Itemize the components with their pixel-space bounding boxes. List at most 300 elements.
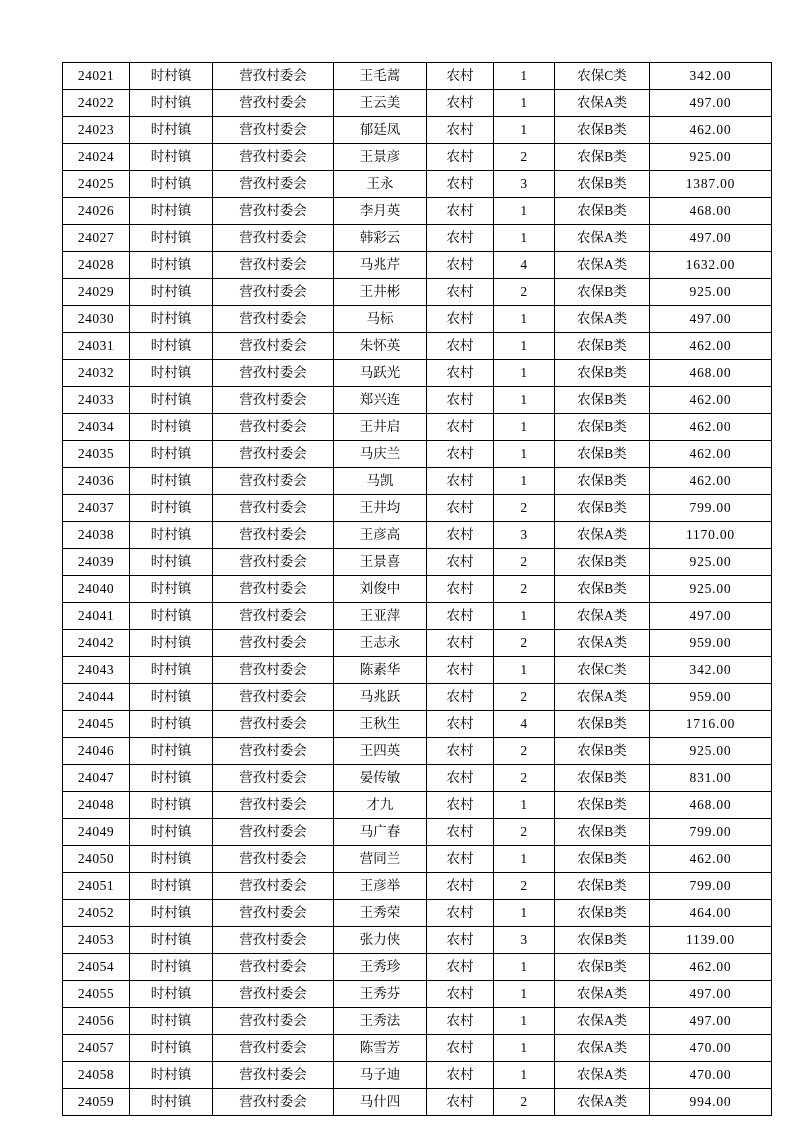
cell-village: 营孜村委会 bbox=[213, 225, 334, 252]
cell-category: 农保B类 bbox=[555, 171, 650, 198]
cell-household-type: 农村 bbox=[427, 630, 494, 657]
cell-id: 24056 bbox=[63, 1008, 130, 1035]
cell-category: 农保B类 bbox=[555, 954, 650, 981]
cell-persons: 1 bbox=[494, 306, 555, 333]
cell-household-type: 农村 bbox=[427, 900, 494, 927]
cell-household-type: 农村 bbox=[427, 927, 494, 954]
cell-name: 马跃光 bbox=[334, 360, 427, 387]
cell-category: 农保C类 bbox=[555, 657, 650, 684]
cell-name: 王永 bbox=[334, 171, 427, 198]
table-row bbox=[63, 549, 772, 576]
cell-name: 王秀荣 bbox=[334, 900, 427, 927]
cell-village: 营孜村委会 bbox=[213, 630, 334, 657]
cell-persons: 2 bbox=[494, 549, 555, 576]
cell-id: 24058 bbox=[63, 1062, 130, 1089]
cell-name: 王景喜 bbox=[334, 549, 427, 576]
cell-amount: 925.00 bbox=[650, 738, 772, 765]
table-row bbox=[63, 711, 772, 738]
cell-name: 郑兴连 bbox=[334, 387, 427, 414]
cell-town: 时村镇 bbox=[130, 360, 213, 387]
cell-amount: 462.00 bbox=[650, 441, 772, 468]
cell-town: 时村镇 bbox=[130, 819, 213, 846]
cell-town: 时村镇 bbox=[130, 198, 213, 225]
cell-id: 24027 bbox=[63, 225, 130, 252]
cell-household-type: 农村 bbox=[427, 198, 494, 225]
cell-town: 时村镇 bbox=[130, 306, 213, 333]
table-row bbox=[63, 441, 772, 468]
cell-name: 王云美 bbox=[334, 90, 427, 117]
cell-name: 马广春 bbox=[334, 819, 427, 846]
cell-amount: 799.00 bbox=[650, 819, 772, 846]
cell-town: 时村镇 bbox=[130, 630, 213, 657]
cell-village: 营孜村委会 bbox=[213, 171, 334, 198]
cell-persons: 1 bbox=[494, 792, 555, 819]
cell-category: 农保B类 bbox=[555, 738, 650, 765]
cell-name: 王秀珍 bbox=[334, 954, 427, 981]
table-row bbox=[63, 792, 772, 819]
cell-household-type: 农村 bbox=[427, 387, 494, 414]
cell-amount: 1387.00 bbox=[650, 171, 772, 198]
cell-town: 时村镇 bbox=[130, 765, 213, 792]
cell-amount: 799.00 bbox=[650, 873, 772, 900]
cell-name: 马子迪 bbox=[334, 1062, 427, 1089]
cell-name: 王井启 bbox=[334, 414, 427, 441]
cell-household-type: 农村 bbox=[427, 360, 494, 387]
cell-id: 24021 bbox=[63, 63, 130, 90]
table-row bbox=[63, 414, 772, 441]
beneficiary-table bbox=[62, 62, 772, 1116]
cell-village: 营孜村委会 bbox=[213, 900, 334, 927]
cell-amount: 1170.00 bbox=[650, 522, 772, 549]
cell-household-type: 农村 bbox=[427, 171, 494, 198]
cell-household-type: 农村 bbox=[427, 441, 494, 468]
cell-village: 营孜村委会 bbox=[213, 252, 334, 279]
cell-household-type: 农村 bbox=[427, 603, 494, 630]
cell-amount: 470.00 bbox=[650, 1035, 772, 1062]
cell-id: 24055 bbox=[63, 981, 130, 1008]
cell-id: 24032 bbox=[63, 360, 130, 387]
table-row bbox=[63, 981, 772, 1008]
cell-id: 24052 bbox=[63, 900, 130, 927]
table-row bbox=[63, 1062, 772, 1089]
cell-town: 时村镇 bbox=[130, 90, 213, 117]
table-row bbox=[63, 954, 772, 981]
cell-category: 农保B类 bbox=[555, 117, 650, 144]
cell-village: 营孜村委会 bbox=[213, 792, 334, 819]
cell-persons: 2 bbox=[494, 144, 555, 171]
cell-name: 王井均 bbox=[334, 495, 427, 522]
cell-name: 王彦举 bbox=[334, 873, 427, 900]
cell-village: 营孜村委会 bbox=[213, 954, 334, 981]
cell-name: 陈素华 bbox=[334, 657, 427, 684]
cell-village: 营孜村委会 bbox=[213, 711, 334, 738]
cell-town: 时村镇 bbox=[130, 252, 213, 279]
cell-id: 24026 bbox=[63, 198, 130, 225]
cell-persons: 2 bbox=[494, 1089, 555, 1116]
cell-category: 农保B类 bbox=[555, 360, 650, 387]
cell-household-type: 农村 bbox=[427, 1008, 494, 1035]
cell-name: 陈雪芳 bbox=[334, 1035, 427, 1062]
cell-amount: 799.00 bbox=[650, 495, 772, 522]
table-row bbox=[63, 63, 772, 90]
cell-town: 时村镇 bbox=[130, 1008, 213, 1035]
cell-town: 时村镇 bbox=[130, 279, 213, 306]
cell-town: 时村镇 bbox=[130, 711, 213, 738]
cell-amount: 462.00 bbox=[650, 468, 772, 495]
cell-id: 24036 bbox=[63, 468, 130, 495]
table-row bbox=[63, 387, 772, 414]
cell-village: 营孜村委会 bbox=[213, 360, 334, 387]
cell-village: 营孜村委会 bbox=[213, 1035, 334, 1062]
cell-name: 郁廷凤 bbox=[334, 117, 427, 144]
cell-town: 时村镇 bbox=[130, 63, 213, 90]
cell-category: 农保A类 bbox=[555, 630, 650, 657]
cell-town: 时村镇 bbox=[130, 441, 213, 468]
cell-id: 24041 bbox=[63, 603, 130, 630]
cell-name: 马兆跃 bbox=[334, 684, 427, 711]
table-row bbox=[63, 171, 772, 198]
cell-household-type: 农村 bbox=[427, 981, 494, 1008]
table-row bbox=[63, 279, 772, 306]
cell-name: 王亚萍 bbox=[334, 603, 427, 630]
cell-household-type: 农村 bbox=[427, 1035, 494, 1062]
cell-amount: 462.00 bbox=[650, 333, 772, 360]
cell-household-type: 农村 bbox=[427, 144, 494, 171]
cell-amount: 462.00 bbox=[650, 387, 772, 414]
cell-id: 24053 bbox=[63, 927, 130, 954]
cell-name: 王秀芬 bbox=[334, 981, 427, 1008]
table-row bbox=[63, 144, 772, 171]
cell-household-type: 农村 bbox=[427, 657, 494, 684]
table-row bbox=[63, 360, 772, 387]
cell-category: 农保B类 bbox=[555, 765, 650, 792]
cell-id: 24034 bbox=[63, 414, 130, 441]
cell-category: 农保B类 bbox=[555, 441, 650, 468]
table-row bbox=[63, 90, 772, 117]
cell-town: 时村镇 bbox=[130, 549, 213, 576]
cell-town: 时村镇 bbox=[130, 846, 213, 873]
cell-town: 时村镇 bbox=[130, 981, 213, 1008]
cell-amount: 468.00 bbox=[650, 198, 772, 225]
cell-persons: 1 bbox=[494, 846, 555, 873]
cell-persons: 1 bbox=[494, 1062, 555, 1089]
cell-household-type: 农村 bbox=[427, 495, 494, 522]
cell-category: 农保A类 bbox=[555, 522, 650, 549]
cell-amount: 1716.00 bbox=[650, 711, 772, 738]
cell-name: 马兆芹 bbox=[334, 252, 427, 279]
cell-category: 农保B类 bbox=[555, 927, 650, 954]
cell-persons: 3 bbox=[494, 927, 555, 954]
cell-household-type: 农村 bbox=[427, 90, 494, 117]
cell-village: 营孜村委会 bbox=[213, 1089, 334, 1116]
cell-household-type: 农村 bbox=[427, 252, 494, 279]
cell-household-type: 农村 bbox=[427, 765, 494, 792]
cell-category: 农保B类 bbox=[555, 873, 650, 900]
cell-name: 王井彬 bbox=[334, 279, 427, 306]
cell-category: 农保A类 bbox=[555, 684, 650, 711]
cell-household-type: 农村 bbox=[427, 738, 494, 765]
cell-name: 马庆兰 bbox=[334, 441, 427, 468]
cell-category: 农保A类 bbox=[555, 1062, 650, 1089]
cell-name: 马什四 bbox=[334, 1089, 427, 1116]
cell-town: 时村镇 bbox=[130, 603, 213, 630]
cell-town: 时村镇 bbox=[130, 468, 213, 495]
cell-village: 营孜村委会 bbox=[213, 63, 334, 90]
cell-category: 农保B类 bbox=[555, 711, 650, 738]
cell-household-type: 农村 bbox=[427, 522, 494, 549]
cell-category: 农保A类 bbox=[555, 1089, 650, 1116]
cell-persons: 2 bbox=[494, 765, 555, 792]
cell-category: 农保B类 bbox=[555, 792, 650, 819]
cell-persons: 1 bbox=[494, 441, 555, 468]
cell-id: 24028 bbox=[63, 252, 130, 279]
cell-town: 时村镇 bbox=[130, 792, 213, 819]
cell-category: 农保B类 bbox=[555, 198, 650, 225]
cell-town: 时村镇 bbox=[130, 387, 213, 414]
cell-name: 王四英 bbox=[334, 738, 427, 765]
cell-village: 营孜村委会 bbox=[213, 927, 334, 954]
cell-village: 营孜村委会 bbox=[213, 549, 334, 576]
table-row bbox=[63, 630, 772, 657]
cell-persons: 2 bbox=[494, 873, 555, 900]
cell-household-type: 农村 bbox=[427, 1062, 494, 1089]
cell-amount: 925.00 bbox=[650, 279, 772, 306]
cell-id: 24047 bbox=[63, 765, 130, 792]
table-row bbox=[63, 873, 772, 900]
table-row bbox=[63, 1089, 772, 1116]
cell-id: 24059 bbox=[63, 1089, 130, 1116]
cell-town: 时村镇 bbox=[130, 144, 213, 171]
cell-amount: 468.00 bbox=[650, 360, 772, 387]
cell-category: 农保A类 bbox=[555, 306, 650, 333]
cell-id: 24048 bbox=[63, 792, 130, 819]
cell-id: 24035 bbox=[63, 441, 130, 468]
cell-category: 农保A类 bbox=[555, 1035, 650, 1062]
cell-village: 营孜村委会 bbox=[213, 306, 334, 333]
cell-town: 时村镇 bbox=[130, 738, 213, 765]
cell-name: 李月英 bbox=[334, 198, 427, 225]
cell-amount: 497.00 bbox=[650, 306, 772, 333]
cell-amount: 462.00 bbox=[650, 117, 772, 144]
cell-amount: 497.00 bbox=[650, 981, 772, 1008]
cell-household-type: 农村 bbox=[427, 819, 494, 846]
cell-village: 营孜村委会 bbox=[213, 468, 334, 495]
cell-amount: 925.00 bbox=[650, 549, 772, 576]
cell-persons: 1 bbox=[494, 198, 555, 225]
cell-id: 24050 bbox=[63, 846, 130, 873]
cell-name: 王毛蒿 bbox=[334, 63, 427, 90]
cell-persons: 2 bbox=[494, 279, 555, 306]
cell-village: 营孜村委会 bbox=[213, 819, 334, 846]
cell-name: 刘俊中 bbox=[334, 576, 427, 603]
cell-amount: 831.00 bbox=[650, 765, 772, 792]
cell-persons: 1 bbox=[494, 468, 555, 495]
cell-name: 王秋生 bbox=[334, 711, 427, 738]
cell-name: 晏传敏 bbox=[334, 765, 427, 792]
table-row bbox=[63, 225, 772, 252]
cell-town: 时村镇 bbox=[130, 1035, 213, 1062]
cell-id: 24024 bbox=[63, 144, 130, 171]
cell-town: 时村镇 bbox=[130, 873, 213, 900]
cell-persons: 1 bbox=[494, 1035, 555, 1062]
cell-village: 营孜村委会 bbox=[213, 279, 334, 306]
cell-id: 24049 bbox=[63, 819, 130, 846]
cell-village: 营孜村委会 bbox=[213, 198, 334, 225]
cell-amount: 925.00 bbox=[650, 576, 772, 603]
cell-category: 农保A类 bbox=[555, 252, 650, 279]
table-row bbox=[63, 333, 772, 360]
cell-category: 农保C类 bbox=[555, 63, 650, 90]
cell-name: 马标 bbox=[334, 306, 427, 333]
cell-persons: 3 bbox=[494, 171, 555, 198]
cell-amount: 464.00 bbox=[650, 900, 772, 927]
cell-persons: 3 bbox=[494, 522, 555, 549]
cell-id: 24046 bbox=[63, 738, 130, 765]
cell-town: 时村镇 bbox=[130, 576, 213, 603]
cell-household-type: 农村 bbox=[427, 117, 494, 144]
cell-id: 24037 bbox=[63, 495, 130, 522]
cell-id: 24051 bbox=[63, 873, 130, 900]
cell-village: 营孜村委会 bbox=[213, 657, 334, 684]
cell-household-type: 农村 bbox=[427, 225, 494, 252]
table-row bbox=[63, 495, 772, 522]
table-row bbox=[63, 522, 772, 549]
cell-persons: 1 bbox=[494, 387, 555, 414]
cell-persons: 1 bbox=[494, 1008, 555, 1035]
cell-household-type: 农村 bbox=[427, 873, 494, 900]
cell-amount: 925.00 bbox=[650, 144, 772, 171]
cell-name: 王景彦 bbox=[334, 144, 427, 171]
cell-town: 时村镇 bbox=[130, 1062, 213, 1089]
cell-village: 营孜村委会 bbox=[213, 333, 334, 360]
cell-id: 24057 bbox=[63, 1035, 130, 1062]
cell-town: 时村镇 bbox=[130, 333, 213, 360]
cell-household-type: 农村 bbox=[427, 711, 494, 738]
cell-household-type: 农村 bbox=[427, 846, 494, 873]
cell-village: 营孜村委会 bbox=[213, 846, 334, 873]
cell-household-type: 农村 bbox=[427, 549, 494, 576]
cell-town: 时村镇 bbox=[130, 522, 213, 549]
cell-town: 时村镇 bbox=[130, 1089, 213, 1116]
table-row bbox=[63, 1008, 772, 1035]
cell-persons: 1 bbox=[494, 954, 555, 981]
cell-village: 营孜村委会 bbox=[213, 522, 334, 549]
cell-category: 农保B类 bbox=[555, 846, 650, 873]
cell-village: 营孜村委会 bbox=[213, 765, 334, 792]
cell-persons: 2 bbox=[494, 630, 555, 657]
cell-id: 24033 bbox=[63, 387, 130, 414]
table-row bbox=[63, 306, 772, 333]
cell-amount: 959.00 bbox=[650, 630, 772, 657]
cell-id: 24022 bbox=[63, 90, 130, 117]
cell-town: 时村镇 bbox=[130, 684, 213, 711]
cell-town: 时村镇 bbox=[130, 954, 213, 981]
cell-persons: 2 bbox=[494, 819, 555, 846]
cell-town: 时村镇 bbox=[130, 171, 213, 198]
cell-category: 农保B类 bbox=[555, 549, 650, 576]
cell-town: 时村镇 bbox=[130, 900, 213, 927]
cell-id: 24044 bbox=[63, 684, 130, 711]
cell-category: 农保B类 bbox=[555, 468, 650, 495]
cell-amount: 462.00 bbox=[650, 414, 772, 441]
cell-category: 农保A类 bbox=[555, 603, 650, 630]
table-row bbox=[63, 603, 772, 630]
cell-amount: 470.00 bbox=[650, 1062, 772, 1089]
cell-village: 营孜村委会 bbox=[213, 981, 334, 1008]
cell-category: 农保B类 bbox=[555, 387, 650, 414]
cell-persons: 1 bbox=[494, 360, 555, 387]
cell-village: 营孜村委会 bbox=[213, 576, 334, 603]
cell-amount: 1139.00 bbox=[650, 927, 772, 954]
cell-village: 营孜村委会 bbox=[213, 90, 334, 117]
cell-persons: 1 bbox=[494, 900, 555, 927]
cell-persons: 1 bbox=[494, 117, 555, 144]
cell-town: 时村镇 bbox=[130, 495, 213, 522]
cell-village: 营孜村委会 bbox=[213, 144, 334, 171]
table-row bbox=[63, 576, 772, 603]
cell-persons: 4 bbox=[494, 711, 555, 738]
cell-persons: 1 bbox=[494, 90, 555, 117]
cell-name: 王彦高 bbox=[334, 522, 427, 549]
table-row bbox=[63, 657, 772, 684]
table-row bbox=[63, 468, 772, 495]
cell-id: 24040 bbox=[63, 576, 130, 603]
cell-category: 农保B类 bbox=[555, 819, 650, 846]
table-row bbox=[63, 198, 772, 225]
cell-id: 24023 bbox=[63, 117, 130, 144]
table-row bbox=[63, 846, 772, 873]
cell-town: 时村镇 bbox=[130, 117, 213, 144]
cell-id: 24045 bbox=[63, 711, 130, 738]
cell-persons: 2 bbox=[494, 684, 555, 711]
cell-persons: 1 bbox=[494, 333, 555, 360]
cell-name: 朱怀英 bbox=[334, 333, 427, 360]
cell-name: 王志永 bbox=[334, 630, 427, 657]
cell-id: 24030 bbox=[63, 306, 130, 333]
cell-category: 农保B类 bbox=[555, 144, 650, 171]
cell-amount: 342.00 bbox=[650, 63, 772, 90]
cell-household-type: 农村 bbox=[427, 279, 494, 306]
table-row bbox=[63, 684, 772, 711]
cell-household-type: 农村 bbox=[427, 684, 494, 711]
cell-persons: 1 bbox=[494, 981, 555, 1008]
cell-id: 24039 bbox=[63, 549, 130, 576]
table-row bbox=[63, 927, 772, 954]
cell-category: 农保B类 bbox=[555, 279, 650, 306]
cell-town: 时村镇 bbox=[130, 657, 213, 684]
cell-category: 农保A类 bbox=[555, 981, 650, 1008]
table-row bbox=[63, 1035, 772, 1062]
cell-household-type: 农村 bbox=[427, 306, 494, 333]
cell-persons: 1 bbox=[494, 225, 555, 252]
cell-village: 营孜村委会 bbox=[213, 441, 334, 468]
cell-village: 营孜村委会 bbox=[213, 387, 334, 414]
cell-id: 24054 bbox=[63, 954, 130, 981]
cell-persons: 1 bbox=[494, 657, 555, 684]
cell-amount: 497.00 bbox=[650, 603, 772, 630]
cell-category: 农保B类 bbox=[555, 576, 650, 603]
cell-village: 营孜村委会 bbox=[213, 873, 334, 900]
cell-id: 24042 bbox=[63, 630, 130, 657]
cell-village: 营孜村委会 bbox=[213, 1062, 334, 1089]
cell-household-type: 农村 bbox=[427, 954, 494, 981]
cell-category: 农保B类 bbox=[555, 900, 650, 927]
cell-amount: 468.00 bbox=[650, 792, 772, 819]
cell-category: 农保B类 bbox=[555, 495, 650, 522]
cell-household-type: 农村 bbox=[427, 414, 494, 441]
cell-village: 营孜村委会 bbox=[213, 414, 334, 441]
cell-village: 营孜村委会 bbox=[213, 684, 334, 711]
